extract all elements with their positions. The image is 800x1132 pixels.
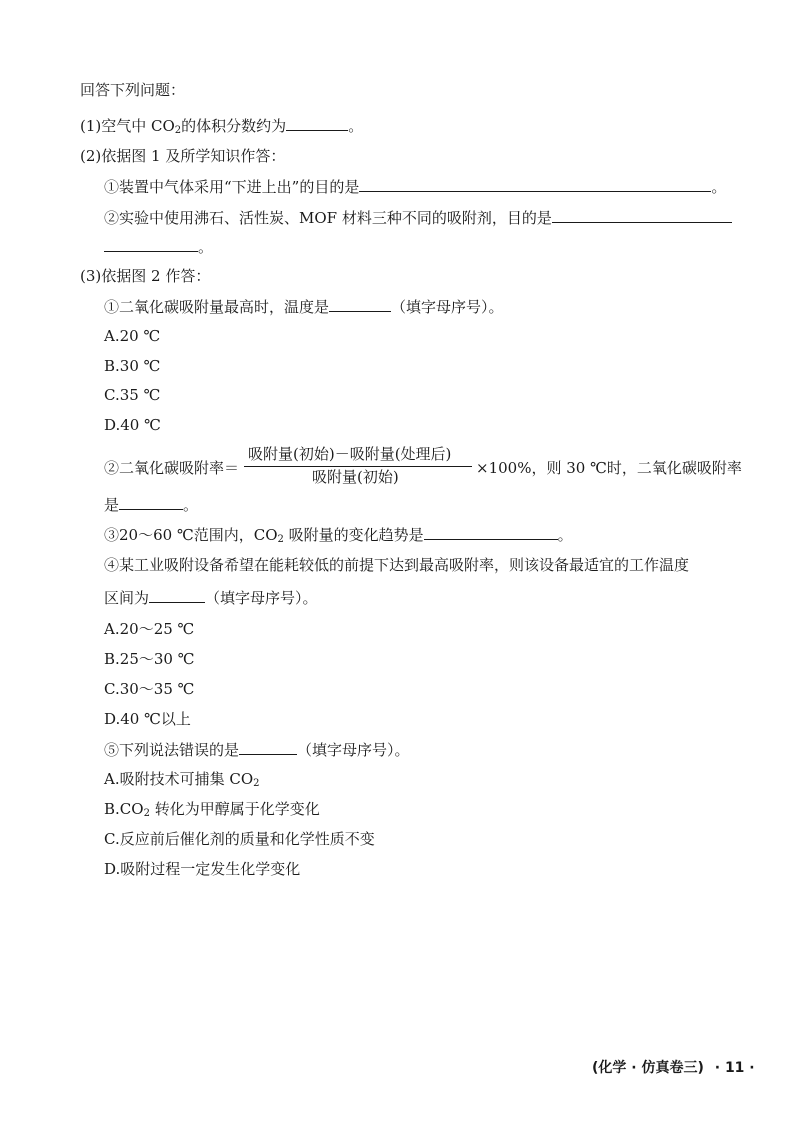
q3-s1-text: ①二氧化碳吸附量最高时，温度是 — [104, 298, 330, 316]
question-2-heading: (2)依据图 1 及所学知识作答： — [80, 147, 286, 165]
q1-answer-blank[interactable] — [286, 115, 348, 131]
q1-end: 。 — [348, 117, 364, 135]
q2-i2-text: ②实验中使用沸石、活性炭、MOF 材料三种不同的吸附剂，目的是 — [104, 209, 552, 227]
q3-s5-a-subscript: 2 — [253, 778, 260, 789]
q1-prefix: (1)空气中 CO — [80, 117, 175, 135]
q3-s4-option-c[interactable]: C.30～35 ℃ — [104, 680, 195, 698]
q2-i1-answer-blank[interactable] — [359, 176, 711, 192]
q3-s5-end: （填字母序号）。 — [297, 741, 410, 759]
adsorption-rate-fraction — [244, 444, 472, 488]
q3-s5-b-post: 转化为甲醇属于化学变化 — [149, 800, 320, 818]
q3-s5-option-d[interactable]: D.吸附过程一定发生化学变化 — [104, 860, 301, 878]
q3-s3-text: ③20～60 ℃范围内，CO — [104, 526, 278, 544]
question-2-item-1 — [104, 176, 726, 197]
q3-s5-option-c[interactable]: C.反应前后催化剂的质量和化学性质不变 — [104, 830, 375, 848]
q2-i2-answer-blank[interactable] — [552, 207, 732, 223]
fraction-denominator: 吸附量(初始) — [312, 468, 399, 486]
q3-s4-end: （填字母序号）。 — [205, 589, 318, 607]
q3-s1-option-d[interactable]: D.40 ℃ — [104, 416, 161, 434]
q3-s2-line2-text: 是 — [104, 496, 120, 514]
q3-s1-option-a[interactable]: A.20 ℃ — [104, 327, 161, 345]
q2-i1-text: ①装置中气体采用“下进上出”的目的是 — [104, 178, 360, 196]
q3-s5-option-b[interactable] — [104, 799, 320, 819]
intro-text: 回答下列问题： — [80, 81, 186, 99]
q3-s1-answer-blank[interactable] — [329, 296, 391, 312]
question-3-sub-4-cont — [104, 587, 318, 608]
q3-s2-end: 。 — [183, 496, 199, 514]
q3-s2-line-2 — [104, 494, 198, 515]
page-number: · 11 · — [714, 1060, 755, 1076]
question-3-sub-5 — [104, 739, 410, 760]
q2-i1-end: 。 — [711, 178, 727, 196]
q3-s1-end: （填字母序号）。 — [391, 298, 504, 316]
q3-s3-answer-blank[interactable] — [424, 524, 558, 540]
q3-s4-option-a[interactable]: A.20～25 ℃ — [104, 620, 195, 638]
q1-middle: 的体积分数约为 — [181, 117, 287, 135]
q3-s5-a-text: A.吸附技术可捕集 CO — [104, 770, 254, 788]
q3-s3-subscript: 2 — [277, 534, 284, 545]
q3-s5-b-text: B.CO — [104, 800, 144, 818]
q3-s3-end: 。 — [557, 526, 573, 544]
page-footer — [592, 1057, 755, 1077]
q2-i2-end: 。 — [198, 238, 214, 256]
q3-s4-option-d[interactable]: D.40 ℃以上 — [104, 710, 191, 728]
q3-s5-text: ⑤下列说法错误的是 — [104, 741, 240, 759]
footer-label: (化学 · 仿真卷三) — [592, 1060, 704, 1076]
question-3-sub-3 — [104, 524, 573, 545]
q3-s2-prefix: ②二氧化碳吸附率＝ — [104, 459, 240, 477]
question-2-item-2-cont — [104, 236, 213, 257]
q3-s1-option-b[interactable]: B.30 ℃ — [104, 357, 161, 375]
question-1 — [80, 115, 363, 136]
q2-i2-answer-blank-cont[interactable] — [104, 236, 198, 252]
q3-s3-mid: 吸附量的变化趋势是 — [283, 526, 424, 544]
q1-subscript: 2 — [174, 125, 182, 136]
q3-s2-suffix: ×100%，则 30 ℃时，二氧化碳吸附率 — [476, 459, 742, 477]
question-3-sub-1 — [104, 296, 504, 317]
q3-s4-text: 区间为 — [104, 589, 150, 607]
q3-s5-option-a[interactable] — [104, 769, 260, 789]
q3-s5-answer-blank[interactable] — [239, 739, 297, 755]
q3-s1-option-c[interactable]: C.35 ℃ — [104, 386, 161, 404]
q3-s4-option-b[interactable]: B.25～30 ℃ — [104, 650, 195, 668]
question-2-item-2 — [104, 207, 732, 228]
question-3-heading: (3)依据图 2 作答： — [80, 267, 211, 285]
question-3-sub-4: ④某工业吸附设备希望在能耗较低的前提下达到最高吸附率，则该设备最适宜的工作温度 — [104, 556, 690, 574]
q3-s2-answer-blank[interactable] — [119, 494, 183, 510]
fraction-numerator: 吸附量(初始)－吸附量(处理后) — [248, 445, 452, 463]
q3-s5-b-subscript: 2 — [143, 808, 150, 819]
q3-s4-answer-blank[interactable] — [149, 587, 205, 603]
